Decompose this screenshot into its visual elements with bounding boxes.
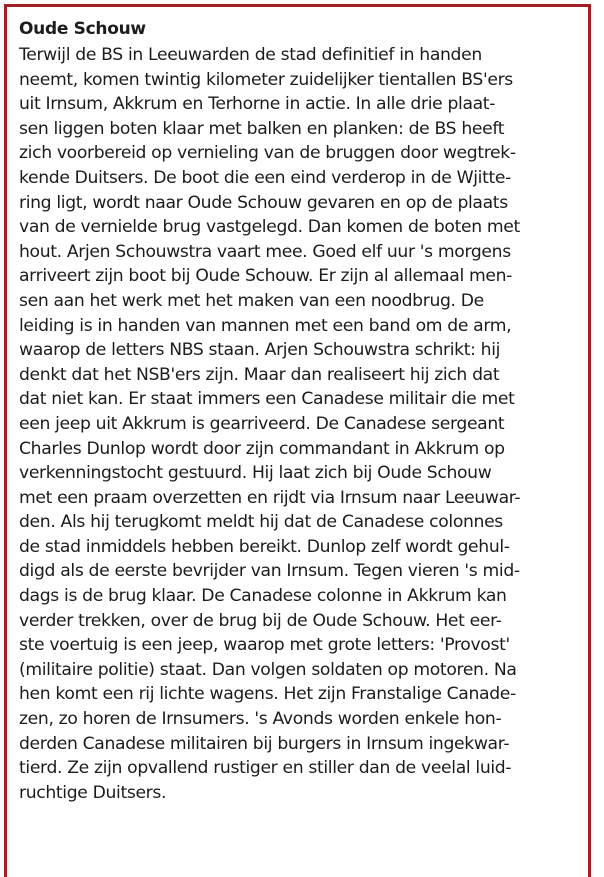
text-line: de stad inmiddels hebben bereikt. Dunlop zelf wordt gehul- (19, 536, 510, 557)
text-line: waarop de letters NBS staan. Arjen Schouwstra schrikt: hij (19, 340, 501, 361)
text-line: Terwijl de BS in Leeuwarden de stad definitief in handen (19, 45, 482, 65)
article-box (4, 4, 591, 877)
text-line: ste voertuig is een jeep, waarop met grote letters: 'Provost' (19, 635, 510, 656)
text-line: derden Canadese militairen bij burgers in Irnsum ingekwar- (19, 733, 510, 754)
text-line: van de vernielde brug vastgelegd. Dan komen de boten met (19, 217, 520, 238)
text-line: dat niet kan. Er staat immers een Canadese militair die met (19, 389, 515, 410)
text-line: verkenningstocht gestuurd. Hij laat zich bij Oude Schouw (19, 463, 492, 484)
text-line: kende Duitsers. De boot die een eind verderop in de Wjitte- (19, 167, 511, 188)
text-line: arriveert zijn boot bij Oude Schouw. Er zijn al allemaal men- (19, 266, 513, 287)
text-line: leiding is in handen van mannen met een band om de arm, (19, 315, 512, 336)
text-line: zen, zo horen de Irnsumers. 's Avonds worden enkele hon- (19, 709, 502, 730)
text-line: den. Als hij terugkomt meldt hij dat de Canadese colonnes (19, 512, 503, 533)
text-line: hen komt een rij lichte wagens. Het zijn Franstalige Canade- (19, 684, 516, 705)
text-line: sen liggen boten klaar met balken en planken: de BS heeft (19, 118, 505, 139)
article-content (19, 19, 593, 805)
text-line: zich voorbereid op vernieling van de bruggen door wegtrek- (19, 143, 516, 164)
text-line: met een praam overzetten en rijdt via Irnsum naar Leeuwar- (19, 487, 521, 508)
article-title: Oude Schouw (19, 19, 146, 39)
text-line: digd als de eerste bevrijder van Irnsum. Tegen vieren 's mid- (19, 561, 520, 582)
text-line: Charles Dunlop wordt door zijn commandant in Akkrum op (19, 438, 505, 459)
text-line: tierd. Ze zijn opvallend rustiger en stiller dan de veelal luid- (19, 758, 512, 779)
text-line: neemt, komen twintig kilometer zuidelijker tientallen BS'ers (19, 69, 513, 90)
text-line: verder trekken, over de brug bij de Oude Schouw. Het eer- (19, 610, 502, 631)
text-line: een jeep uit Akkrum is gearriveerd. De Canadese sergeant (19, 413, 505, 434)
text-line: hout. Arjen Schouwstra vaart mee. Goed elf uur 's morgens (19, 241, 511, 262)
text-line: uit Irnsum, Akkrum en Terhorne in actie. In alle drie plaat- (19, 94, 496, 115)
text-line: ruchtige Duitsers. (19, 782, 167, 803)
text-line: denkt dat het NSB'ers zijn. Maar dan realiseert hij zich dat (19, 364, 500, 385)
text-line: sen aan het werk met het maken van een noodbrug. De (19, 290, 484, 311)
text-line: dags is de brug klaar. De Canadese colonne in Akkrum kan (19, 586, 507, 607)
text-line: (militaire politie) staat. Dan volgen soldaten op motoren. Na (19, 659, 517, 680)
text-line: ring ligt, wordt naar Oude Schouw gevaren en op de plaats (19, 192, 508, 213)
